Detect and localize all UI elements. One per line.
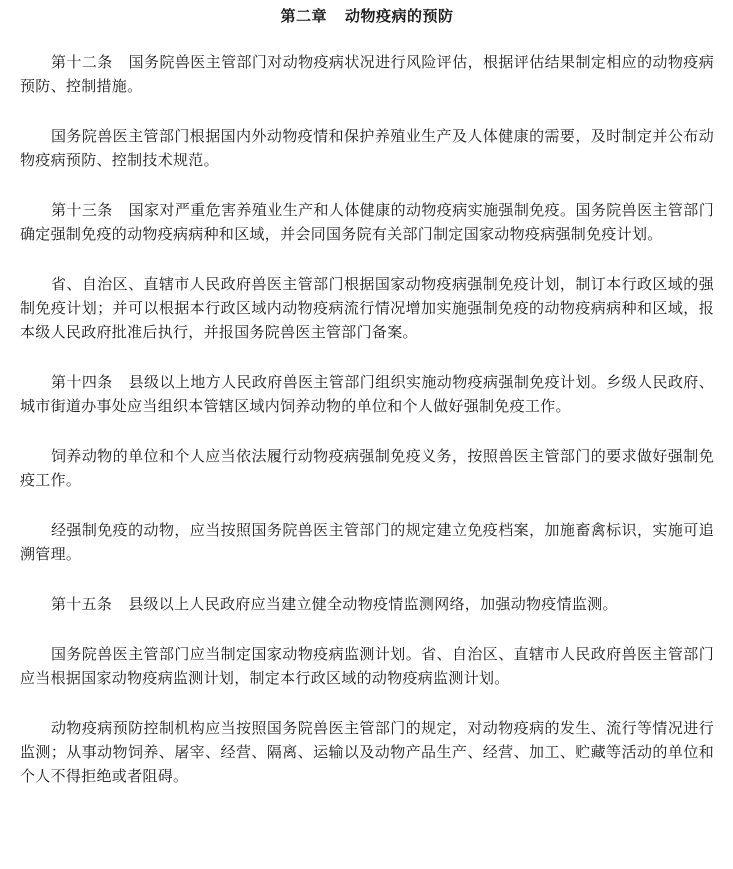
- document-body: [20, 4, 714, 788]
- paragraph-text: 省、自治区、直辖市人民政府兽医主管部门根据国家动物疫病强制免疫计划，制订本行政区域的强制免疫计划；并可以根据本行政区域内动物疫病流行情况增加实施强制免疫的动物疫病病种和区域，报本级人民政府批准后执行，并报国务院兽医主管部门备案。: [20, 275, 714, 341]
- article-number: 第十五条: [51, 595, 113, 613]
- chapter-number: 第二章: [280, 7, 327, 25]
- paragraph-article-12-clause-2: [20, 124, 714, 172]
- paragraph-text: 饲养动物的单位和个人应当依法履行动物疫病强制免疫义务，按照兽医主管部门的要求做好强制免疫工作。: [20, 447, 714, 489]
- chapter-title: 动物疫病的预防: [345, 7, 454, 25]
- paragraph-text: 国务院兽医主管部门应当制定国家动物疫病监测计划。省、自治区、直辖市人民政府兽医主管部门应当根据国家动物疫病监测计划，制定本行政区域的动物疫病监测计划。: [20, 645, 714, 687]
- paragraph-text: 国务院兽医主管部门对动物疫病状况进行风险评估，根据评估结果制定相应的动物疫病预防、控制措施。: [20, 53, 715, 95]
- paragraph-text: 经强制免疫的动物，应当按照国务院兽医主管部门的规定建立免疫档案，加施畜禽标识，实施可追溯管理。: [20, 521, 714, 563]
- paragraph-article-14-clause-3: [20, 518, 714, 566]
- paragraph-text: 县级以上地方人民政府兽医主管部门组织实施动物疫病强制免疫计划。乡级人民政府、城市街道办事处应当组织本管辖区域内饲养动物的单位和个人做好强制免疫工作。: [20, 373, 715, 415]
- paragraph-article-15: [20, 592, 714, 616]
- article-number: 第十二条: [51, 53, 113, 71]
- paragraph-article-14-clause-2: [20, 444, 714, 492]
- paragraph-article-12: [20, 50, 714, 98]
- paragraph-text: 县级以上人民政府应当建立健全动物疫情监测网络，加强动物疫情监测。: [128, 595, 618, 613]
- paragraph-text: 国务院兽医主管部门根据国内外动物疫情和保护养殖业生产及人体健康的需要，及时制定并公布动物疫病预防、控制技术规范。: [20, 127, 714, 169]
- article-number: 第十四条: [51, 373, 113, 391]
- paragraph-article-14: [20, 370, 714, 418]
- paragraph-article-13: [20, 198, 714, 246]
- paragraph-article-15-clause-3: [20, 716, 714, 788]
- paragraph-text: 国家对严重危害养殖业生产和人体健康的动物疫病实施强制免疫。国务院兽医主管部门确定强制免疫的动物疫病病种和区域，并会同国务院有关部门制定国家动物疫病强制免疫计划。: [20, 201, 715, 243]
- paragraph-text: 动物疫病预防控制机构应当按照国务院兽医主管部门的规定，对动物疫病的发生、流行等情况进行监测；从事动物饲养、屠宰、经营、隔离、运输以及动物产品生产、经营、加工、贮藏等活动的单位和个人不得拒绝或者阻碍。: [20, 719, 714, 785]
- article-number: 第十三条: [51, 201, 113, 219]
- chapter-heading: [20, 4, 714, 28]
- paragraph-article-15-clause-2: [20, 642, 714, 690]
- paragraph-article-13-clause-2: [20, 272, 714, 344]
